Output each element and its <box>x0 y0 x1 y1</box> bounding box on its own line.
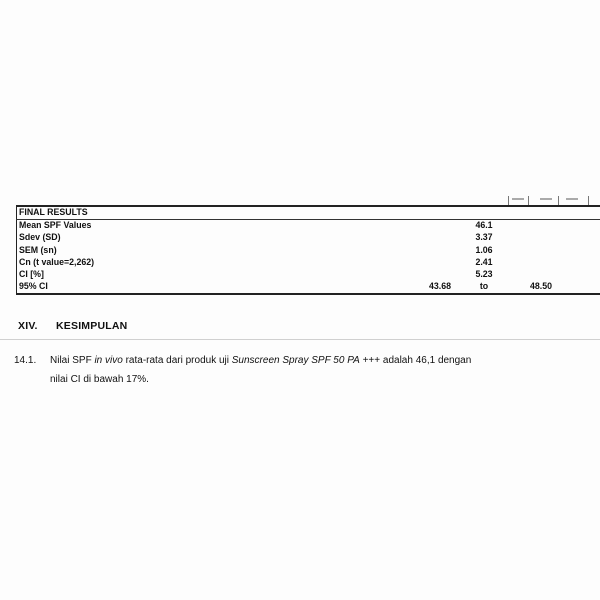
table-row <box>17 256 600 268</box>
row-label: Sdev (SD) <box>17 232 350 244</box>
row-label: SEM (sn) <box>17 244 350 256</box>
conclusion-paragraph <box>14 351 574 389</box>
row-value: 46.1 <box>475 220 493 231</box>
table-row <box>17 244 600 256</box>
table-row <box>17 232 600 244</box>
table-header: FINAL RESULTS <box>17 207 350 220</box>
section-heading <box>18 320 127 332</box>
section-divider <box>0 339 600 340</box>
section-number: XIV. <box>18 320 38 332</box>
ci-row <box>17 281 600 294</box>
row-label: Mean SPF Values <box>17 220 350 233</box>
ci-lower: 43.68 <box>349 281 454 294</box>
table-row <box>17 220 600 233</box>
row-value: 3.37 <box>475 232 493 243</box>
paragraph-text: Nilai SPF in vivo rata-rata dari produk uji Sunscreen Spray SPF 50 PA +++ adalah 46,1 dengan nilai CI di bawah 17%. <box>50 355 472 385</box>
table-header-row <box>17 207 600 220</box>
section-title: KESIMPULAN <box>56 320 128 332</box>
final-results-table <box>16 207 600 295</box>
row-value: 2.41 <box>475 256 493 267</box>
row-value: 1.06 <box>475 244 493 255</box>
row-label: Cn (t value=2,262) <box>17 256 350 268</box>
ci-upper: 48.50 <box>512 281 600 294</box>
ci-label: 95% CI <box>17 281 350 294</box>
row-value: 5.23 <box>475 268 493 279</box>
ci-connector: to <box>454 281 512 294</box>
table-row <box>17 268 600 280</box>
paragraph-number: 14.1. <box>14 355 37 366</box>
row-label: CI [%] <box>17 268 350 280</box>
